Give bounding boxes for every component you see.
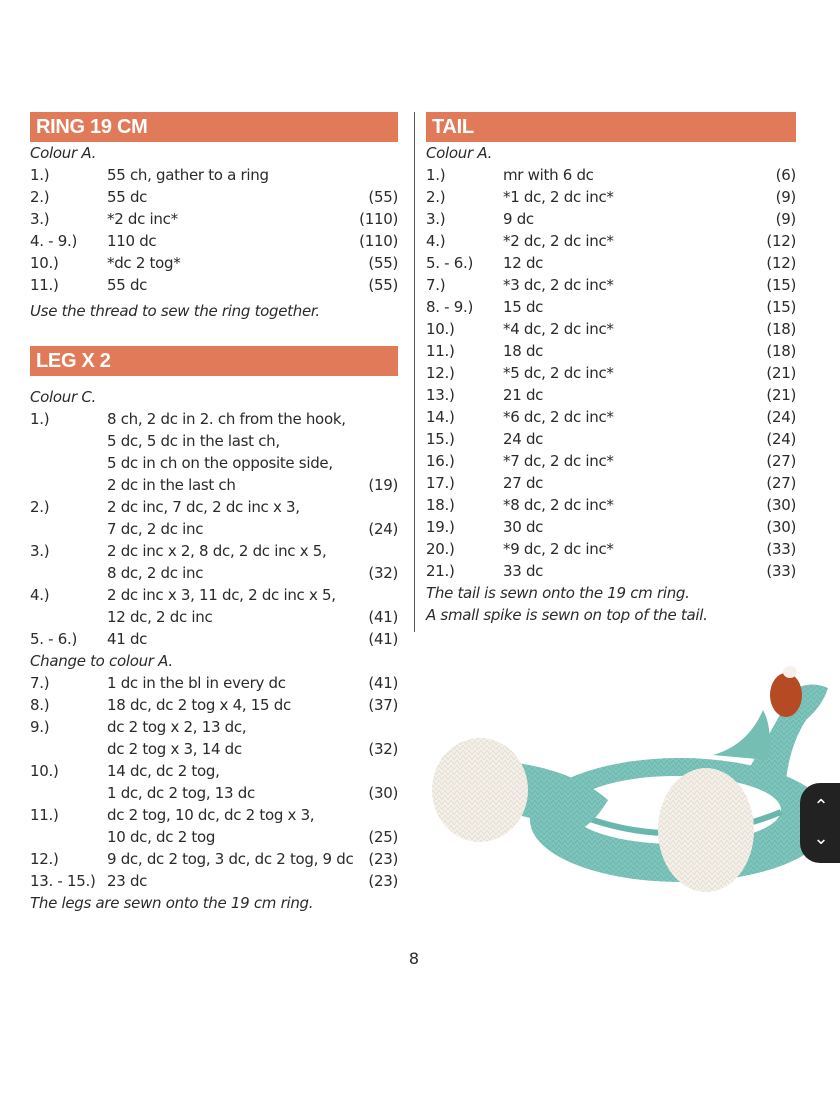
row-number: 20.) [426,540,455,558]
row-instruction: *dc 2 tog* [107,254,181,272]
row-stitch-count: (24) [766,408,796,426]
row-instruction: 5 dc, 5 dc in the last ch, [107,432,280,450]
tail-spike-note: A small spike is sewn on top of the tail. [426,606,708,624]
pattern-row [426,428,796,450]
row-instruction: 27 dc [503,474,544,492]
row-instruction: *4 dc, 2 dc inc* [503,320,614,338]
pattern-row [426,538,796,560]
row-instruction: *3 dc, 2 dc inc* [503,276,614,294]
row-stitch-count: (41) [368,674,398,692]
row-instruction: 5 dc in ch on the opposite side, [107,454,333,472]
row-stitch-count: (30) [766,518,796,536]
row-stitch-count: (23) [368,850,398,868]
row-instruction: *1 dc, 2 dc inc* [503,188,614,206]
row-stitch-count: (55) [368,276,398,294]
row-instruction: 14 dc, dc 2 tog, [107,762,220,780]
pattern-row [426,472,796,494]
row-stitch-count: (41) [368,608,398,626]
pattern-row [30,826,398,848]
row-instruction: 2 dc inc, 7 dc, 2 dc inc x 3, [107,498,300,516]
row-stitch-count: (30) [766,496,796,514]
pattern-row [30,628,398,650]
pattern-row [30,672,398,694]
pattern-row [426,362,796,384]
row-number: 13.) [426,386,455,404]
row-number: 2.) [426,188,446,206]
pattern-row [30,782,398,804]
row-stitch-count: (37) [368,696,398,714]
pattern-row [426,384,796,406]
row-number: 11.) [30,806,59,824]
row-instruction: dc 2 tog, 10 dc, dc 2 tog x 3, [107,806,315,824]
tail-section-header: TAIL [426,112,796,142]
row-instruction: 55 ch, gather to a ring [107,166,269,184]
row-number: 4.) [426,232,446,250]
tail-section [426,112,796,626]
pattern-row [30,518,398,540]
toy-spike [770,673,802,717]
leg-section [30,346,398,914]
row-number: 1.) [30,410,50,428]
row-stitch-count: (21) [766,364,796,382]
row-stitch-count: (12) [766,232,796,250]
row-stitch-count: (21) [766,386,796,404]
row-stitch-count: (110) [359,210,398,228]
ring-sewing-note: Use the thread to sew the ring together. [30,302,320,320]
page-navigator [800,783,840,863]
row-number: 2.) [30,188,50,206]
leg-rows-part-2 [30,672,398,892]
leg-rows-part-1 [30,408,398,650]
row-stitch-count: (19) [368,476,398,494]
row-stitch-count: (6) [775,166,796,184]
row-number: 3.) [30,210,50,228]
row-instruction: 10 dc, dc 2 tog [107,828,216,846]
pattern-row [426,560,796,582]
tail-colour-note: Colour A. [426,144,493,162]
row-instruction: mr with 6 dc [503,166,594,184]
pattern-row [426,274,796,296]
row-instruction: 23 dc [107,872,148,890]
row-stitch-count: (18) [766,342,796,360]
pattern-row [30,540,398,562]
leg-colour-change-note: Change to colour A. [30,652,173,670]
row-instruction: 12 dc, 2 dc inc [107,608,213,626]
pattern-row [30,584,398,606]
row-stitch-count: (110) [359,232,398,250]
row-instruction: 2 dc in the last ch [107,476,236,494]
row-number: 18.) [426,496,455,514]
pattern-row [426,186,796,208]
row-instruction: 7 dc, 2 dc inc [107,520,204,538]
row-number: 21.) [426,562,455,580]
pattern-row [426,296,796,318]
row-instruction: 18 dc [503,342,544,360]
row-number: 10.) [426,320,455,338]
pattern-row [426,340,796,362]
row-stitch-count: (33) [766,562,796,580]
row-number: 15.) [426,430,455,448]
row-instruction: *5 dc, 2 dc inc* [503,364,614,382]
row-stitch-count: (32) [368,740,398,758]
row-number: 17.) [426,474,455,492]
row-stitch-count: (9) [775,188,796,206]
row-number: 8. - 9.) [426,298,474,316]
row-instruction: 9 dc, dc 2 tog, 3 dc, dc 2 tog, 9 dc [107,850,354,868]
page-number: 8 [408,949,420,968]
row-stitch-count: (9) [775,210,796,228]
row-number: 11.) [30,276,59,294]
pattern-row [30,694,398,716]
pattern-row [30,208,398,230]
row-instruction: *2 dc inc* [107,210,178,228]
row-number: 12.) [30,850,59,868]
pattern-row [30,606,398,628]
leg-section-header: LEG X 2 [30,346,398,376]
row-stitch-count: (12) [766,254,796,272]
pattern-row [30,848,398,870]
pattern-row [426,252,796,274]
row-number: 13. - 15.) [30,872,96,890]
row-instruction: 30 dc [503,518,544,536]
row-instruction: 55 dc [107,188,148,206]
row-stitch-count: (25) [368,828,398,846]
pattern-row [30,562,398,584]
row-number: 14.) [426,408,455,426]
row-stitch-count: (24) [766,430,796,448]
pattern-row [426,450,796,472]
chevron-down-icon[interactable]: ⌄ [813,828,829,849]
pattern-row [30,760,398,782]
row-stitch-count: (15) [766,276,796,294]
row-number: 5. - 6.) [30,630,78,648]
row-instruction: 12 dc [503,254,544,272]
row-instruction: dc 2 tog x 3, 14 dc [107,740,242,758]
right-column [426,112,796,626]
row-number: 7.) [426,276,446,294]
row-instruction: *9 dc, 2 dc inc* [503,540,614,558]
row-instruction: 2 dc inc x 3, 11 dc, 2 dc inc x 5, [107,586,336,604]
row-stitch-count: (33) [766,540,796,558]
row-instruction: 110 dc [107,232,157,250]
row-instruction: 8 dc, 2 dc inc [107,564,204,582]
row-stitch-count: (27) [766,452,796,470]
left-column [30,112,398,914]
row-number: 1.) [426,166,446,184]
row-number: 8.) [30,696,50,714]
row-number: 2.) [30,498,50,516]
row-stitch-count: (41) [368,630,398,648]
row-stitch-count: (55) [368,254,398,272]
row-stitch-count: (18) [766,320,796,338]
column-divider [414,112,415,632]
row-number: 19.) [426,518,455,536]
pattern-row [426,318,796,340]
row-number: 4. - 9.) [30,232,78,250]
pattern-row [30,474,398,496]
row-instruction: 1 dc in the bl in every dc [107,674,286,692]
row-number: 3.) [30,542,50,560]
row-instruction: 33 dc [503,562,544,580]
ring-section-header: RING 19 CM [30,112,398,142]
row-number: 10.) [30,254,59,272]
pattern-row [30,452,398,474]
pattern-row [30,430,398,452]
pattern-row [426,164,796,186]
row-stitch-count: (55) [368,188,398,206]
ring-section [30,112,398,322]
pattern-row [30,496,398,518]
row-stitch-count: (27) [766,474,796,492]
row-number: 11.) [426,342,455,360]
row-stitch-count: (23) [368,872,398,890]
row-number: 16.) [426,452,455,470]
row-instruction: 15 dc [503,298,544,316]
row-stitch-count: (24) [368,520,398,538]
row-number: 1.) [30,166,50,184]
pattern-row [30,164,398,186]
row-instruction: *8 dc, 2 dc inc* [503,496,614,514]
row-instruction: *6 dc, 2 dc inc* [503,408,614,426]
row-instruction: *2 dc, 2 dc inc* [503,232,614,250]
row-instruction: 21 dc [503,386,544,404]
row-number: 3.) [426,210,446,228]
row-number: 5. - 6.) [426,254,474,272]
row-instruction: 55 dc [107,276,148,294]
row-instruction: 41 dc [107,630,148,648]
row-number: 4.) [30,586,50,604]
row-instruction: 1 dc, dc 2 tog, 13 dc [107,784,255,802]
row-number: 10.) [30,762,59,780]
row-instruction: 8 ch, 2 dc in 2. ch from the hook, [107,410,346,428]
leg-colour-note: Colour C. [30,388,96,406]
pattern-row [30,186,398,208]
pattern-row [30,716,398,738]
ring-colour-note: Colour A. [30,144,97,162]
pattern-row [30,738,398,760]
row-instruction: 2 dc inc x 2, 8 dc, 2 dc inc x 5, [107,542,327,560]
leg-sewing-note: The legs are sewn onto the 19 cm ring. [30,894,314,912]
row-instruction: 9 dc [503,210,534,228]
pattern-row [426,406,796,428]
row-number: 9.) [30,718,50,736]
chevron-up-icon[interactable]: ⌃ [813,796,829,817]
ring-rows [30,164,398,296]
row-instruction: dc 2 tog x 2, 13 dc, [107,718,247,736]
pattern-row [426,516,796,538]
pattern-row [30,252,398,274]
pattern-row [30,230,398,252]
row-instruction: 18 dc, dc 2 tog x 4, 15 dc [107,696,291,714]
row-number: 12.) [426,364,455,382]
row-number: 7.) [30,674,50,692]
row-stitch-count: (30) [368,784,398,802]
tail-rows [426,164,796,582]
row-stitch-count: (32) [368,564,398,582]
pattern-row [30,408,398,430]
pattern-row [30,274,398,296]
pattern-row [30,804,398,826]
row-instruction: 24 dc [503,430,544,448]
pattern-row [426,494,796,516]
pattern-row [426,230,796,252]
row-stitch-count: (15) [766,298,796,316]
toy-photo [418,650,840,930]
pattern-row [30,870,398,892]
pattern-row [426,208,796,230]
row-instruction: *7 dc, 2 dc inc* [503,452,614,470]
tail-sewing-note: The tail is sewn onto the 19 cm ring. [426,584,690,602]
